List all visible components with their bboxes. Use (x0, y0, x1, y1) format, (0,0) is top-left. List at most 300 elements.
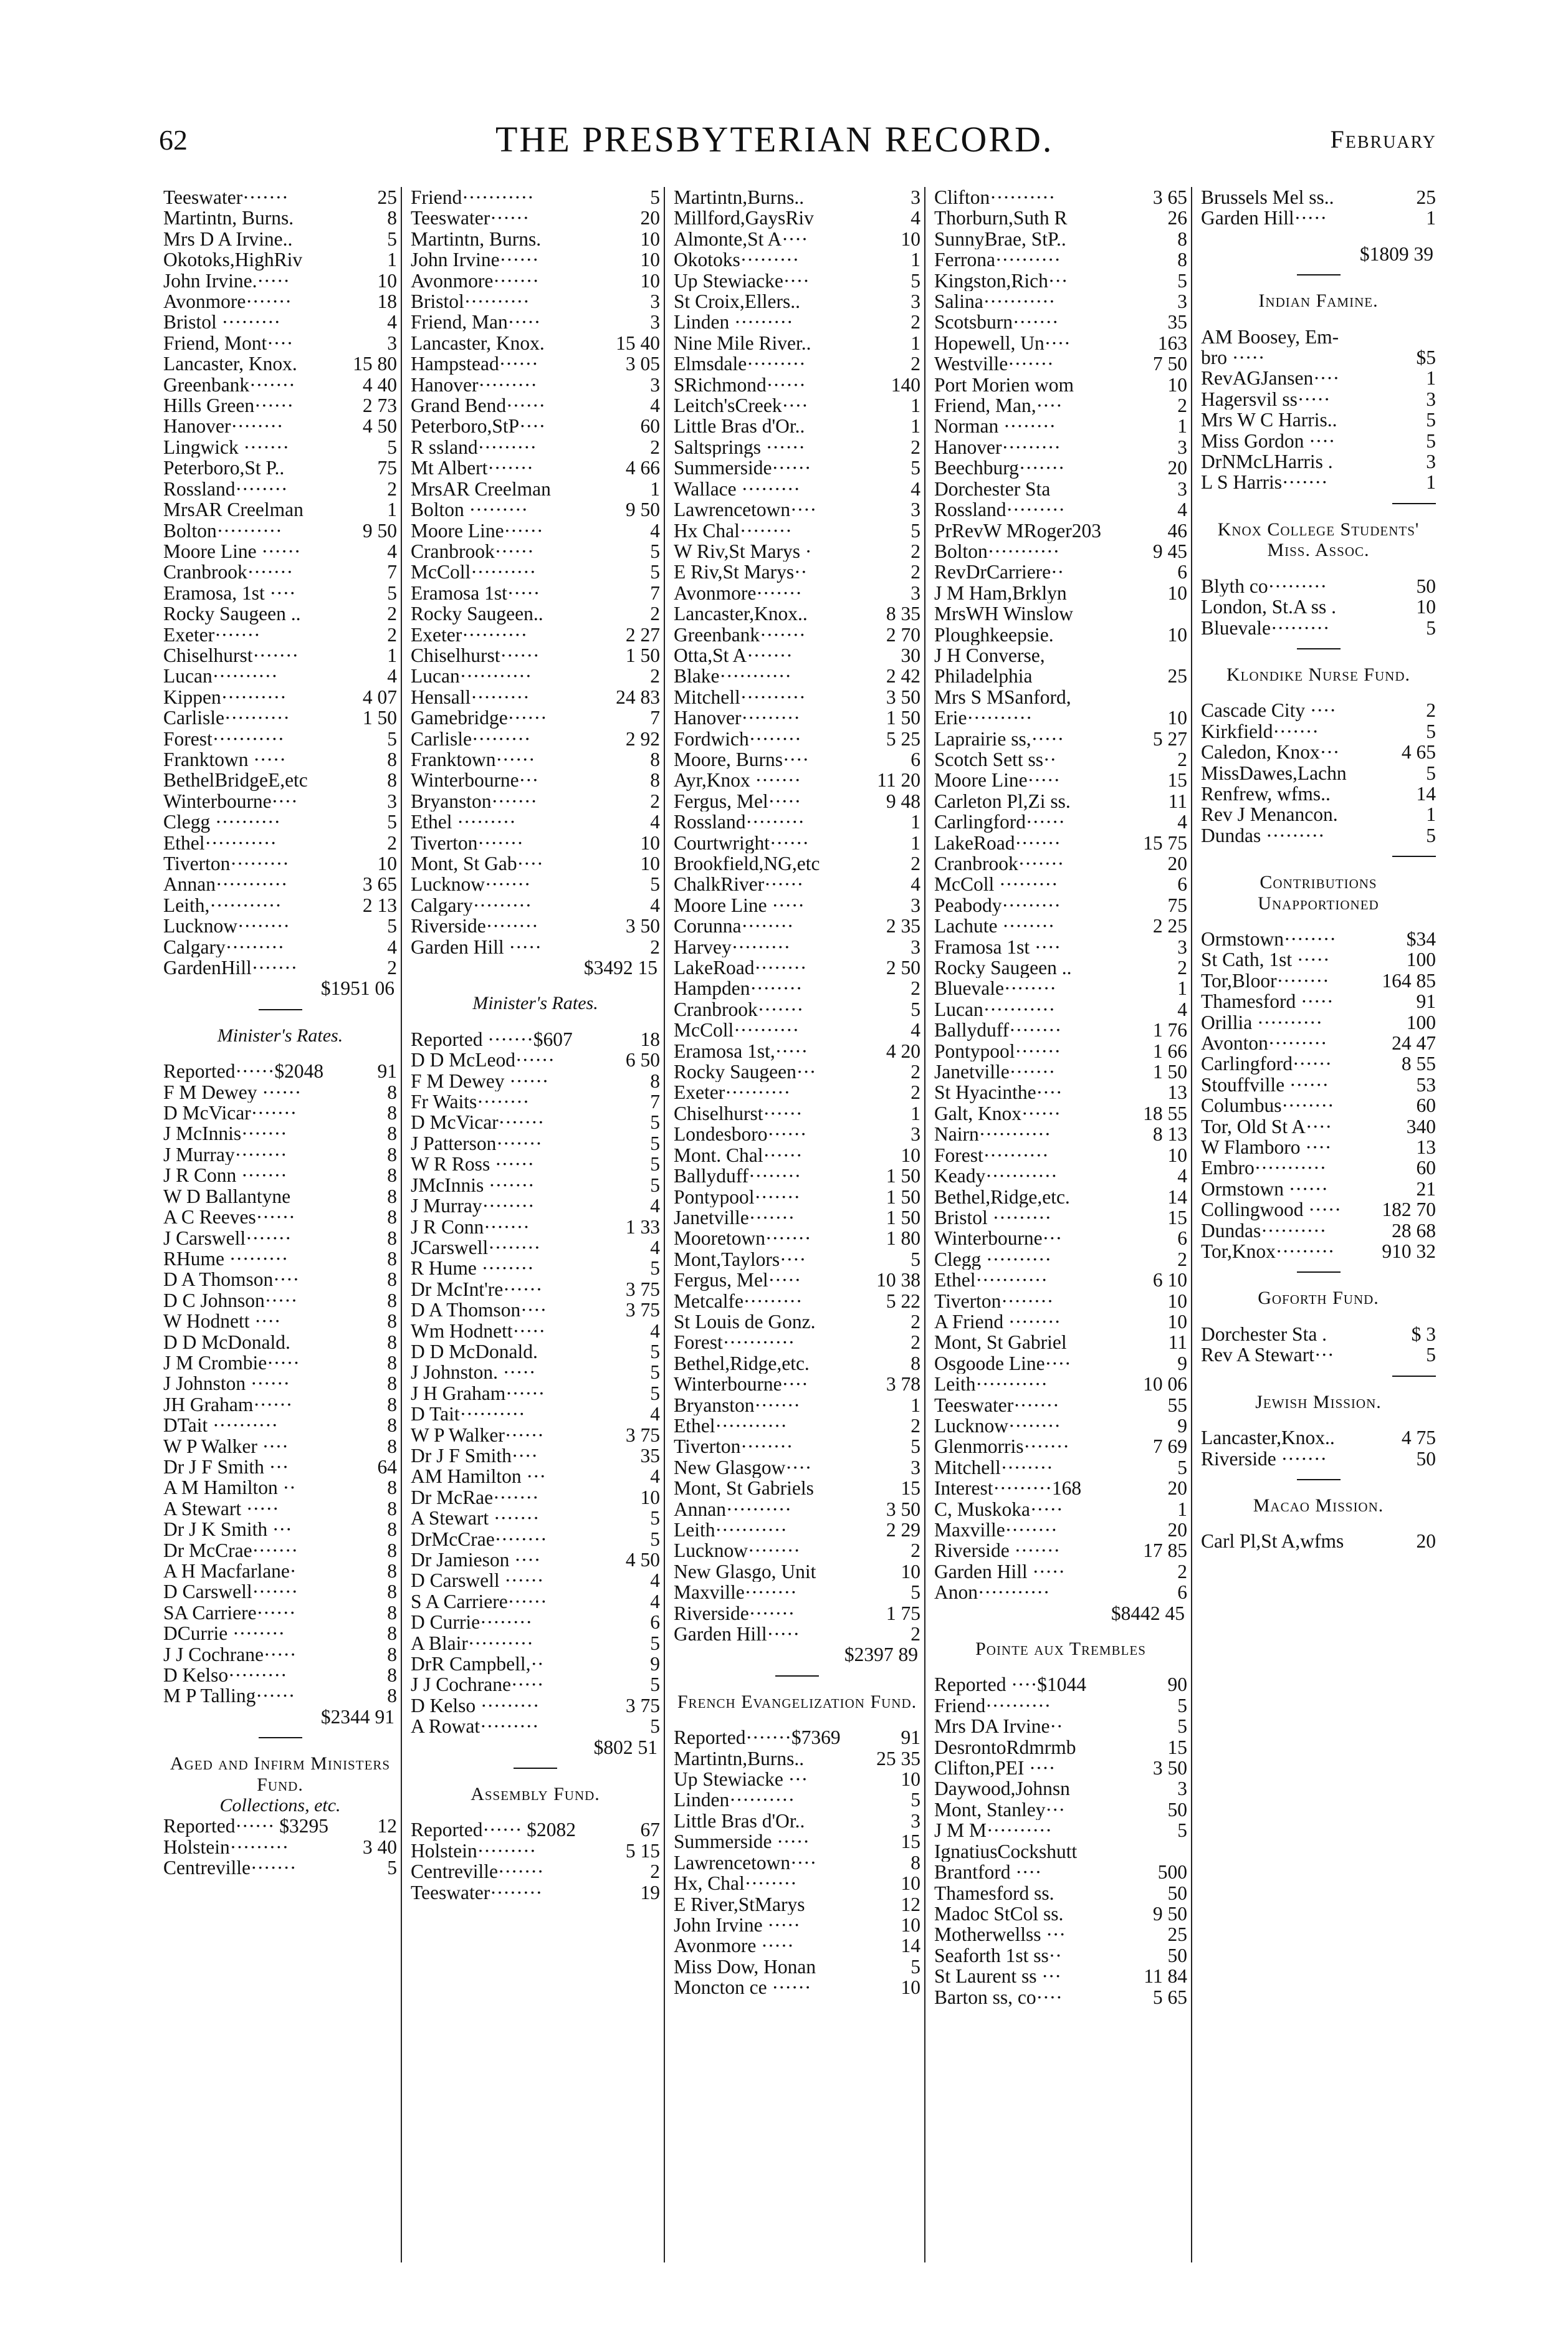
entry-amount: 60 (1416, 1094, 1436, 1117)
entry-amount: 8 (387, 1164, 397, 1187)
entry-amount: 1 (911, 811, 920, 833)
ledger-entry (674, 603, 920, 624)
entry-name: Riverside ······· (1201, 1448, 1327, 1469)
entry-name: Rev J Menancon. (1201, 804, 1338, 825)
entry-name: J R Conn······· (411, 1216, 530, 1237)
ledger-entry (1201, 1095, 1436, 1116)
column-total: $1809 39 (1359, 242, 1433, 265)
entry-amount: 5 (1426, 824, 1436, 846)
entry-amount: 5 22 (886, 1290, 920, 1312)
entry-amount: 5 (1426, 429, 1436, 452)
ledger-entry (674, 312, 920, 332)
entry-amount (1144, 603, 1187, 624)
spacer (1201, 312, 1436, 327)
entry-amount: 18 (640, 1028, 660, 1050)
contribution-list (1201, 1531, 1436, 1551)
ledger-entry (411, 1195, 660, 1216)
entry-name: St Laurent ss ··· (934, 1966, 1061, 1987)
entry-amount: 8 (387, 1310, 397, 1333)
page-header (159, 118, 1437, 162)
entry-name: Lucknow········ (934, 1415, 1061, 1437)
entry-amount: 13 (1416, 1136, 1436, 1159)
entry-amount: 14 (901, 1935, 920, 1957)
entry-amount: 10 (1167, 582, 1187, 604)
entry-name: Cranbrook······ (411, 540, 534, 562)
entry-name: London, St.A ss . (1201, 596, 1337, 618)
ledger-entry (674, 874, 920, 894)
entry-name: Tiverton········· (163, 853, 289, 874)
spacer (1201, 685, 1436, 700)
entry-amount: 10 (1167, 1144, 1187, 1166)
entry-amount: 10 (640, 227, 660, 250)
entry-amount: 5 (1177, 1819, 1187, 1842)
entry-name: Garden Hill ····· (411, 936, 542, 958)
ledger-entry (674, 937, 920, 957)
entry-name: AM Hamilton ··· (411, 1466, 546, 1487)
ledger-entry (674, 270, 920, 291)
ledger-entry (674, 1582, 920, 1602)
entry-name: Dorchester Sta . (1201, 1323, 1327, 1345)
entry-name: Motherwellss ··· (934, 1924, 1066, 1945)
entry-amount: 2 (911, 1539, 920, 1562)
ledger-entry (163, 187, 397, 208)
entry-amount: 8 (387, 1518, 397, 1541)
entry-amount: 46 (1167, 519, 1187, 542)
divider (1297, 274, 1341, 275)
entry-amount: 3 65 (362, 873, 397, 896)
entry-amount: 3 50 (1152, 1757, 1187, 1779)
entry-amount: 8 (387, 1372, 397, 1395)
ledger-entry (163, 1269, 397, 1290)
entry-amount: 2 (1177, 1248, 1187, 1270)
entry-name: Bolton·········· (163, 520, 282, 541)
entry-name: Port Morien wom (934, 374, 1074, 396)
entry-amount: 2 92 (625, 727, 660, 750)
entry-amount: 3 75 (625, 1694, 660, 1716)
ledger-entry (163, 1685, 397, 1706)
entry-name: J M Ham,Brklyn (934, 582, 1067, 604)
ledger-entry (163, 1561, 397, 1581)
entry-amount: 2 (650, 436, 660, 458)
ledger-entry (163, 1290, 397, 1311)
entry-amount: 1 (387, 249, 397, 271)
contribution-list (163, 1816, 397, 1878)
entry-name: John Irvine······ (411, 249, 539, 270)
entry-amount: 67 (640, 1819, 660, 1841)
entry-name: Moore Line ······ (163, 540, 301, 562)
entry-name: R Hume ········ (411, 1258, 534, 1279)
ledger-entry (934, 1145, 1187, 1166)
ledger-entry (1201, 929, 1436, 949)
entry-name: E Riv,St Marys·· (674, 562, 808, 583)
entry-amount: 1 (1426, 367, 1436, 390)
ledger-entry (1201, 1344, 1436, 1365)
entry-name: Friend·········· (934, 1695, 1051, 1716)
entry-amount: 5 (911, 457, 920, 479)
ledger-entry (163, 729, 397, 749)
entry-name: Osgoode Line···· (934, 1352, 1071, 1374)
ledger-entry (163, 1186, 397, 1207)
ledger-entry (1201, 1220, 1436, 1241)
entry-amount: 4 (650, 1590, 660, 1612)
ledger-entry (411, 375, 660, 395)
entry-name: Chiselhurst······· (163, 644, 299, 666)
ledger-entry (1201, 368, 1436, 388)
entry-amount: 1 (387, 499, 397, 521)
entry-name: Norman ········ (934, 416, 1056, 437)
entry-amount: 90 (1167, 1673, 1187, 1696)
entry-name: Laprairie ss,····· (934, 728, 1064, 749)
entry-name: Dr McRae······· (411, 1486, 539, 1508)
entry-name: JH Graham······ (163, 1394, 293, 1415)
ledger-entry (163, 1165, 397, 1185)
entry-name: Winterbourne···· (674, 1374, 808, 1395)
entry-name: Hx, Chal········ (674, 1873, 797, 1894)
ledger-entry (163, 583, 397, 603)
entry-amount: 50 (1416, 1447, 1436, 1470)
entry-name: J Murray········ (163, 1144, 287, 1166)
entry-amount: 10 (377, 269, 397, 292)
entry-amount: 35 (640, 1444, 660, 1467)
entry-name: Forest·········· (934, 1144, 1049, 1166)
entry-name: Framosa 1st ···· (934, 936, 1061, 958)
entry-amount: 5 (387, 727, 397, 750)
entry-amount: 8 (387, 1123, 397, 1145)
entry-amount: 50 (1167, 1798, 1187, 1821)
ledger-entry (411, 1029, 660, 1050)
entry-name: Friend··········· (411, 187, 534, 208)
entry-name: A Friend ········ (934, 1311, 1061, 1333)
entry-name: Philadelphia (934, 666, 1033, 687)
section-heading: Contributions Unapportioned (1258, 872, 1379, 914)
ledger-entry (163, 1144, 397, 1165)
entry-name: Eramosa 1st,····· (674, 1040, 808, 1062)
ledger-entry (934, 666, 1187, 686)
entry-name: Exeter·········· (674, 1082, 791, 1103)
entry-name: Tor,Knox········· (1201, 1241, 1335, 1262)
spacer (1201, 1309, 1436, 1324)
entry-amount: 4 (387, 311, 397, 333)
entry-amount: 4 (1177, 499, 1187, 521)
ledger-entry (934, 833, 1187, 853)
ledger-entry (674, 749, 920, 770)
entry-name: W D Ballantyne (163, 1185, 291, 1207)
entry-name: Hanover········· (674, 707, 800, 729)
ledger-entry (411, 1861, 660, 1882)
ledger-entry (163, 1540, 397, 1561)
ledger-entry (163, 1103, 397, 1123)
entry-name: Exeter······· (163, 624, 261, 645)
entry-name: Hensall········· (411, 686, 530, 708)
entry-name: Avonmore······· (163, 291, 292, 312)
entry-name: Ballyduff········ (674, 1166, 801, 1187)
entry-amount (1392, 327, 1436, 347)
entry-name: SunnyBrae, StP.. (934, 228, 1066, 250)
entry-name: A Stewart ······· (411, 1508, 540, 1529)
ledger-entry (163, 312, 397, 332)
ledger-entry (411, 1716, 660, 1736)
entry-amount: 2 29 (886, 1519, 920, 1541)
column-1 (155, 187, 401, 2262)
entry-amount: 15 (901, 1477, 920, 1500)
entry-name: Dundas ········· (1201, 825, 1325, 846)
ledger-entry (1201, 721, 1436, 742)
column-2 (401, 187, 664, 2262)
entry-name: Rocky Saugeen··· (674, 1061, 816, 1083)
entry-name: Holstein········· (411, 1840, 537, 1862)
ledger-entry (934, 1862, 1187, 1882)
entry-name: W R Ross ······ (411, 1154, 535, 1175)
entry-amount: 8 (387, 769, 397, 792)
ledger-entry (411, 811, 660, 832)
contribution-list (1201, 929, 1436, 1262)
entry-amount: 2 35 (886, 915, 920, 937)
entry-amount (1144, 645, 1187, 666)
ledger-entry (674, 1187, 920, 1207)
ledger-entry (163, 353, 397, 374)
entry-amount: 5 15 (625, 1839, 660, 1862)
section-subheading: Minister's Rates. (472, 993, 598, 1014)
entry-name: Linden·········· (674, 1789, 795, 1811)
entry-amount: 4 20 (886, 1040, 920, 1062)
entry-name: Leitch'sCreek···· (674, 395, 808, 416)
ledger-entry (934, 978, 1187, 998)
ledger-entry (674, 1831, 920, 1852)
entry-amount: 5 27 (1152, 727, 1187, 750)
entry-name: Mitchell·········· (674, 686, 806, 708)
ledger-entry (674, 1082, 920, 1103)
entry-name: Teeswater······· (934, 1394, 1059, 1415)
entry-amount: 3 (650, 290, 660, 313)
ledger-entry (163, 957, 397, 978)
ledger-entry (934, 312, 1187, 332)
entry-amount: 5 (650, 1528, 660, 1550)
entry-name: D Kelso ········· (411, 1695, 540, 1716)
ledger-entry (934, 541, 1187, 562)
spacer (674, 1712, 920, 1727)
entry-amount: 8 (387, 1247, 397, 1270)
entry-amount: 1 (911, 1102, 920, 1124)
entry-amount: 7 (387, 561, 397, 583)
entry-name: Ormstown········ (1201, 928, 1336, 950)
ledger-entry (934, 1187, 1187, 1207)
entry-name: Thorburn,Suth R (934, 208, 1068, 229)
ledger-entry (411, 1321, 660, 1341)
entry-name: Daywood,Johnsn (934, 1778, 1070, 1799)
spacer (1201, 914, 1436, 929)
entry-name: W Flamboro ···· (1201, 1137, 1332, 1158)
entry-name: Little Bras d'Or.. (674, 1810, 805, 1832)
contribution-list (1201, 327, 1436, 493)
entry-amount: 5 (650, 1340, 660, 1362)
entry-name: D Carswell······· (163, 1581, 299, 1602)
ledger-entry (411, 1445, 660, 1466)
ledger-entry (411, 208, 660, 228)
ledger-entry (934, 1883, 1187, 1903)
entry-name: Summerside ····· (674, 1831, 810, 1852)
entry-name: Clifton,PEI ···· (934, 1758, 1056, 1779)
entry-name: Mont. Chal······ (674, 1144, 803, 1166)
entry-amount: 30 (901, 644, 920, 666)
ledger-entry (411, 1175, 660, 1195)
entry-name: Eramosa, 1st ···· (163, 582, 296, 604)
entry-amount: 3 (1177, 1778, 1187, 1800)
entry-name: Avonton········· (1201, 1033, 1327, 1054)
ledger-entry (163, 375, 397, 395)
ledger-entry (934, 1561, 1187, 1582)
contribution-list (411, 1819, 660, 1903)
entry-amount: 2 (911, 311, 920, 333)
entry-amount: 5 (387, 811, 397, 833)
entry-name: Almonte,St A···· (674, 228, 808, 250)
entry-name: Ethel ········· (411, 811, 516, 833)
ledger-entry (163, 749, 397, 770)
entry-amount: 5 (1426, 616, 1436, 639)
ledger-entry (411, 1091, 660, 1112)
entry-name: Nine Mile River.. (674, 332, 811, 354)
ledger-entry (411, 437, 660, 457)
entry-name: Martintn,Burns.. (674, 187, 805, 208)
ledger-entry (934, 1041, 1187, 1061)
entry-name: F M Dewey ······ (411, 1070, 549, 1092)
ledger-entry (934, 1082, 1187, 1103)
ledger-entry (674, 1540, 920, 1561)
entry-amount: 6 (1177, 561, 1187, 583)
entry-amount: 9 (650, 1653, 660, 1675)
ledger-entry (934, 1061, 1187, 1082)
ledger-entry (411, 666, 660, 686)
entry-amount: 5 (387, 915, 397, 937)
entry-name: AM Boosey, Em- (1201, 326, 1339, 348)
ledger-entry (934, 333, 1187, 353)
contribution-list (163, 187, 397, 978)
ledger-entry (674, 1811, 920, 1831)
ledger-entry (1201, 1448, 1436, 1469)
ledger-entry (411, 333, 660, 353)
ledger-entry (934, 1457, 1187, 1478)
ledger-entry (674, 1124, 920, 1144)
entry-amount: 8 (387, 1497, 397, 1520)
entry-name: Miss Gordon ···· (1201, 430, 1336, 452)
entry-name: Blake··········· (674, 666, 791, 687)
entry-name: JMcInnis ······· (411, 1174, 535, 1196)
ledger-entry (411, 562, 660, 582)
entry-amount: 5 (1177, 269, 1187, 292)
ledger-entry (411, 1133, 660, 1154)
entry-amount: 9 50 (1152, 1902, 1187, 1925)
entry-name: New Glasgow···· (674, 1457, 812, 1478)
entry-name: Fergus, Mel····· (674, 790, 801, 812)
entry-amount: 4 40 (362, 373, 397, 396)
spacer (411, 1804, 660, 1819)
entry-name: W Hodnett ···· (163, 1311, 281, 1332)
ledger-entry (411, 187, 660, 208)
ledger-entry (411, 1217, 660, 1237)
entry-amount: 2 (1426, 699, 1436, 722)
ledger-entry (411, 687, 660, 707)
entry-name: Mrs DA Irvine·· (934, 1716, 1063, 1737)
entry-name: Hanover········ (163, 416, 284, 437)
entry-name: J M M·········· (934, 1820, 1052, 1841)
ledger-entry (934, 1695, 1187, 1716)
ledger-entry (163, 811, 397, 832)
entry-name: E River,StMarys (674, 1893, 805, 1915)
spacer (1201, 561, 1436, 576)
ledger-entry (411, 270, 660, 291)
entry-name: Martintn, Burns. (411, 228, 542, 250)
entry-name: Carl Pl,St A,wfms (1201, 1531, 1344, 1552)
ledger-entry (1201, 1241, 1436, 1261)
entry-amount: 2 (911, 1310, 920, 1333)
entry-name: Riverside ······· (934, 1540, 1061, 1561)
ledger-entry (674, 353, 920, 374)
entry-name: W P Walker ···· (163, 1435, 289, 1457)
entry-amount: 4 (650, 1569, 660, 1592)
ledger-entry (163, 520, 397, 541)
entry-amount: 1 50 (886, 1185, 920, 1208)
entry-name: Reported ····$1044 (934, 1674, 1087, 1695)
entry-name: Embro··········· (1201, 1157, 1327, 1179)
entry-name: Ethel··········· (163, 832, 277, 853)
entry-amount: 1 75 (886, 1602, 920, 1624)
entry-name: Hagersvil ss····· (1201, 388, 1331, 410)
entry-name: Collingwood ····· (1201, 1199, 1341, 1220)
divider (514, 1768, 557, 1769)
entry-amount: 4 (650, 1319, 660, 1342)
entry-name: Mrs D A Irvine.. (163, 228, 293, 250)
ledger-entry (674, 437, 920, 457)
ledger-entry (674, 229, 920, 249)
entry-name: A M Hamilton ·· (163, 1477, 296, 1498)
entry-name: LakeRoad········ (674, 957, 807, 979)
entry-amount: 20 (1167, 853, 1187, 874)
ledger-entry (163, 1373, 397, 1394)
ledger-entry (163, 1082, 397, 1103)
entry-amount: 7 50 (1152, 353, 1187, 375)
entry-name: Rocky Saugeen.. (411, 603, 543, 625)
ledger-entry (163, 1498, 397, 1519)
entry-name: Keady··········· (934, 1166, 1058, 1187)
entry-amount: 4 (650, 1403, 660, 1425)
entry-name: Bolton··········· (934, 540, 1060, 562)
entry-amount: 2 (911, 1331, 920, 1354)
entry-amount: 4 (911, 1019, 920, 1041)
entry-name: Fergus, Mel····· (674, 1270, 801, 1291)
entry-amount: 4 (387, 540, 397, 562)
ledger-entry (674, 1894, 920, 1915)
entry-amount: 3 (911, 499, 920, 521)
ledger-entry (674, 1748, 920, 1769)
entry-name: Fr Waits········ (411, 1091, 530, 1113)
ledger-entry (1201, 1179, 1436, 1199)
entry-amount: 3 (911, 186, 920, 208)
entry-amount: 8 (387, 1664, 397, 1687)
entry-amount: 10 (640, 249, 660, 271)
ledger-entry (934, 770, 1187, 790)
entry-amount: 4 50 (625, 1549, 660, 1571)
entry-name: Annan··········· (163, 874, 288, 895)
entry-name: Hanover········· (934, 436, 1061, 458)
ledger-entry (934, 1945, 1187, 1966)
entry-name: John Irvine.····· (163, 270, 290, 292)
entry-amount: 3 (387, 332, 397, 354)
entry-name: Mont, St Gabriels (674, 1478, 814, 1499)
ledger-entry (163, 625, 397, 645)
ledger-entry (674, 1478, 920, 1498)
entry-amount: 5 (650, 561, 660, 583)
entry-amount: 4 (911, 477, 920, 500)
ledger-entry (163, 707, 397, 728)
